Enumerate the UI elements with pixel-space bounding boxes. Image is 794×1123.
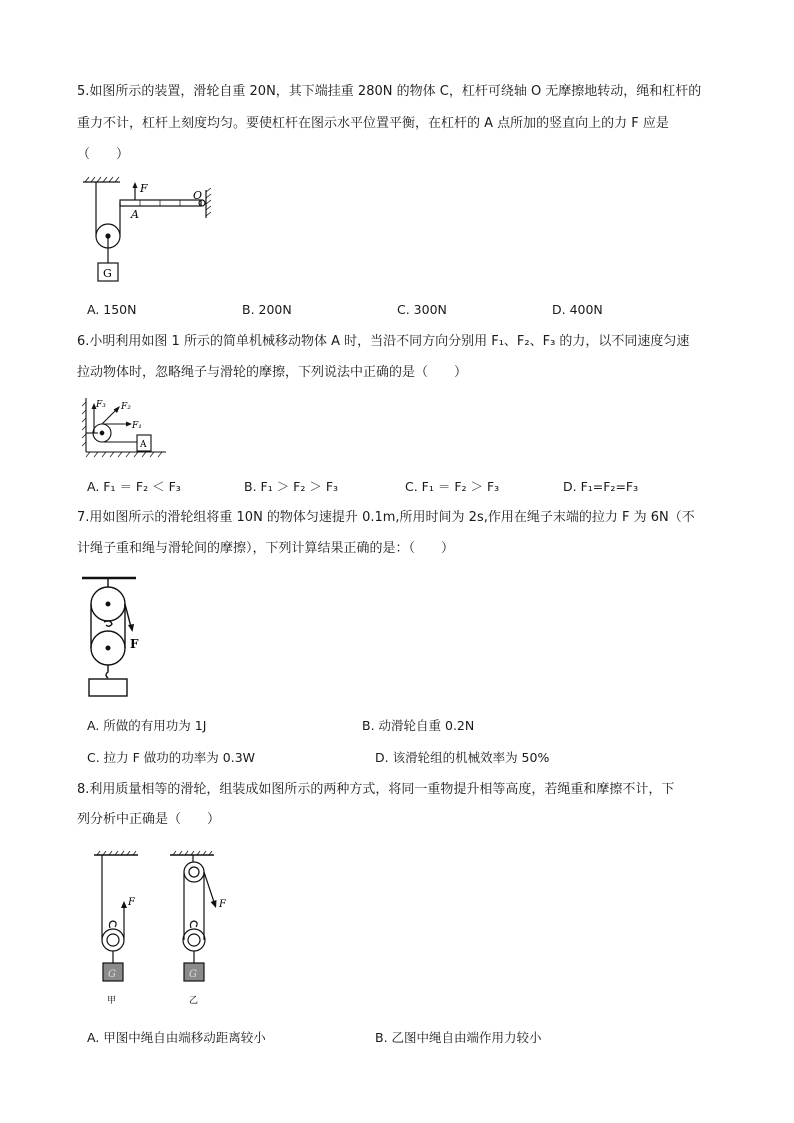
q6-label-f3: F₃ — [96, 400, 106, 410]
q7-stem-line2: 计绳子重和绳与滑轮间的摩擦），下列计算结果正确的是：（ ） — [77, 541, 455, 556]
q8-option-b[interactable]: B. 乙图中绳自由端作用力较小 — [375, 1030, 542, 1045]
q7-option-d[interactable]: D. 该滑轮组的机械效率为 50% — [375, 750, 550, 765]
q8-label-yi: 乙 — [189, 996, 199, 1006]
q7-option-c[interactable]: C. 拉力 F 做功的功率为 0.3W — [87, 750, 256, 765]
q5-label-g: G — [103, 267, 112, 280]
q7-option-b[interactable]: B. 动滑轮自重 0.2N — [362, 718, 475, 733]
q5-stem-line2: 重力不计，杠杆上刻度均匀。要使杠杆在图示水平位置平衡，在杠杆的 A 点所加的竖直向上的力 F 应是 — [77, 116, 669, 131]
q8-figure-yi — [170, 851, 214, 981]
q5-label-o: O — [193, 189, 203, 202]
q5-label-a: A — [131, 208, 139, 221]
q7-label-f: F — [130, 637, 139, 651]
q8-stem-line1: 8.利用质量相等的滑轮，组装成如图所示的两种方式，将同一重物提升相等高度，若绳重和摩擦不计，下 — [77, 782, 675, 797]
q8-label-f-left: F — [128, 897, 135, 908]
q5-option-c[interactable]: C. 300N — [397, 302, 447, 317]
q8-label-g-right: G — [189, 969, 197, 980]
q8-label-f-right: F — [219, 899, 226, 910]
q6-option-b[interactable]: B. F₁ ＞ F₂ ＞ F₃ — [244, 479, 339, 494]
q5-option-d[interactable]: D. 400N — [552, 302, 603, 317]
q5-option-b[interactable]: B. 200N — [242, 302, 292, 317]
q5-option-a[interactable]: A. 150N — [87, 302, 137, 317]
q6-label-a: A — [140, 440, 147, 450]
q7-option-a[interactable]: A. 所做的有用功为 1J — [87, 718, 207, 733]
q8-figure-jia — [94, 851, 138, 981]
q5-stem-line3: （ ） — [77, 147, 130, 162]
q5-label-f: F — [140, 182, 148, 195]
q8-label-g-left: G — [108, 969, 116, 980]
q8-yi-movable-pulley — [183, 929, 205, 951]
q8-label-jia: 甲 — [107, 996, 117, 1006]
q5-stem-line1: 5.如图所示的装置，滑轮自重 20N，其下端挂重 280N 的物体 C，杠杆可绕轴 O 无摩擦地转动，绳和杠杆的 — [77, 84, 702, 99]
q7-stem-line1: 7.用如图所示的滑轮组将重 10N 的物体匀速提升 0.1m,所用时间为 2s,作用在绳子末端的拉力 F 为 6N（不 — [77, 510, 695, 525]
q6-option-a[interactable]: A. F₁ ＝ F₂ ＜ F₃ — [87, 479, 181, 494]
q6-stem-line2: 拉动物体时，忽略绳子与滑轮的摩擦，下列说法中正确的是（ ） — [77, 365, 468, 380]
q8-stem-line2: 列分析中正确是（ ） — [77, 812, 221, 827]
q6-label-f2: F₂ — [121, 402, 131, 412]
q8-yi-fixed-pulley — [184, 862, 204, 882]
q6-stem-line1: 6.小明利用如图 1 所示的简单机械移动物体 A 时，当沿不同方向分别用 F₁、F₂、F₃ 的力，以不同速度匀速 — [77, 334, 690, 349]
q8-option-a[interactable]: A. 甲图中绳自由端移动距离较小 — [87, 1030, 266, 1045]
q6-option-c[interactable]: C. F₁ ＝ F₂ ＞ F₃ — [405, 479, 500, 494]
q8-jia-pulley — [102, 929, 124, 951]
q6-option-d[interactable]: D. F₁=F₂=F₃ — [563, 479, 639, 494]
q6-label-f1: F₁ — [132, 421, 142, 431]
